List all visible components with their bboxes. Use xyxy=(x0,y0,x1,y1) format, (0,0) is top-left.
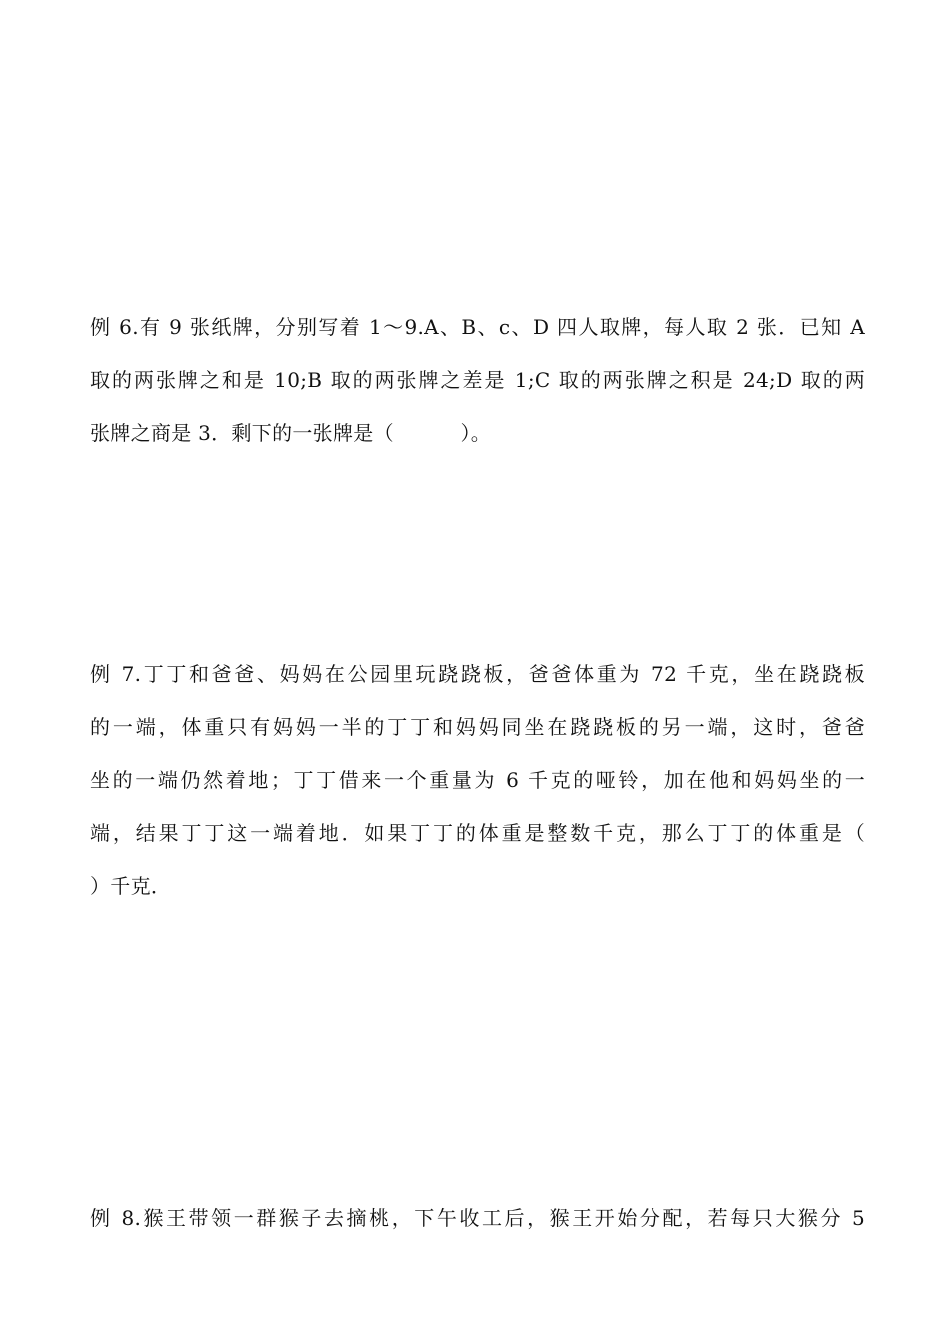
problem-text-line: ）千克． xyxy=(90,874,172,898)
example-8-problem xyxy=(90,1192,865,1245)
example-7-problem xyxy=(90,648,865,913)
problem-text-line: 张牌之商是 3．剩下的一张牌是（ ）。 xyxy=(90,421,492,445)
problem-text-line: 例 7.丁丁和爸爸、妈妈在公园里玩跷跷板，爸爸体重为 72 千克，坐在跷跷板 xyxy=(90,662,865,686)
problem-text-line: 例 6.有 9 张纸牌，分别写着 1～9.A、B、c、D 四人取牌，每人取 2 张．已知 A xyxy=(90,315,865,339)
problem-text-line: 端，结果丁丁这一端着地．如果丁丁的体重是整数千克，那么丁丁的体重是（ xyxy=(90,821,865,845)
problem-text-line: 取的两张牌之和是 10;B 取的两张牌之差是 1;C 取的两张牌之积是 24;D 取的两 xyxy=(90,368,865,392)
problem-text-line: 的一端，体重只有妈妈一半的丁丁和妈妈同坐在跷跷板的另一端，这时，爸爸 xyxy=(90,715,865,739)
problem-text-line: 例 8.猴王带领一群猴子去摘桃，下午收工后，猴王开始分配，若每只大猴分 5 xyxy=(90,1206,865,1230)
example-6-problem xyxy=(90,301,865,460)
problem-text-line: 坐的一端仍然着地；丁丁借来一个重量为 6 千克的哑铃，加在他和妈妈坐的一 xyxy=(90,768,865,792)
